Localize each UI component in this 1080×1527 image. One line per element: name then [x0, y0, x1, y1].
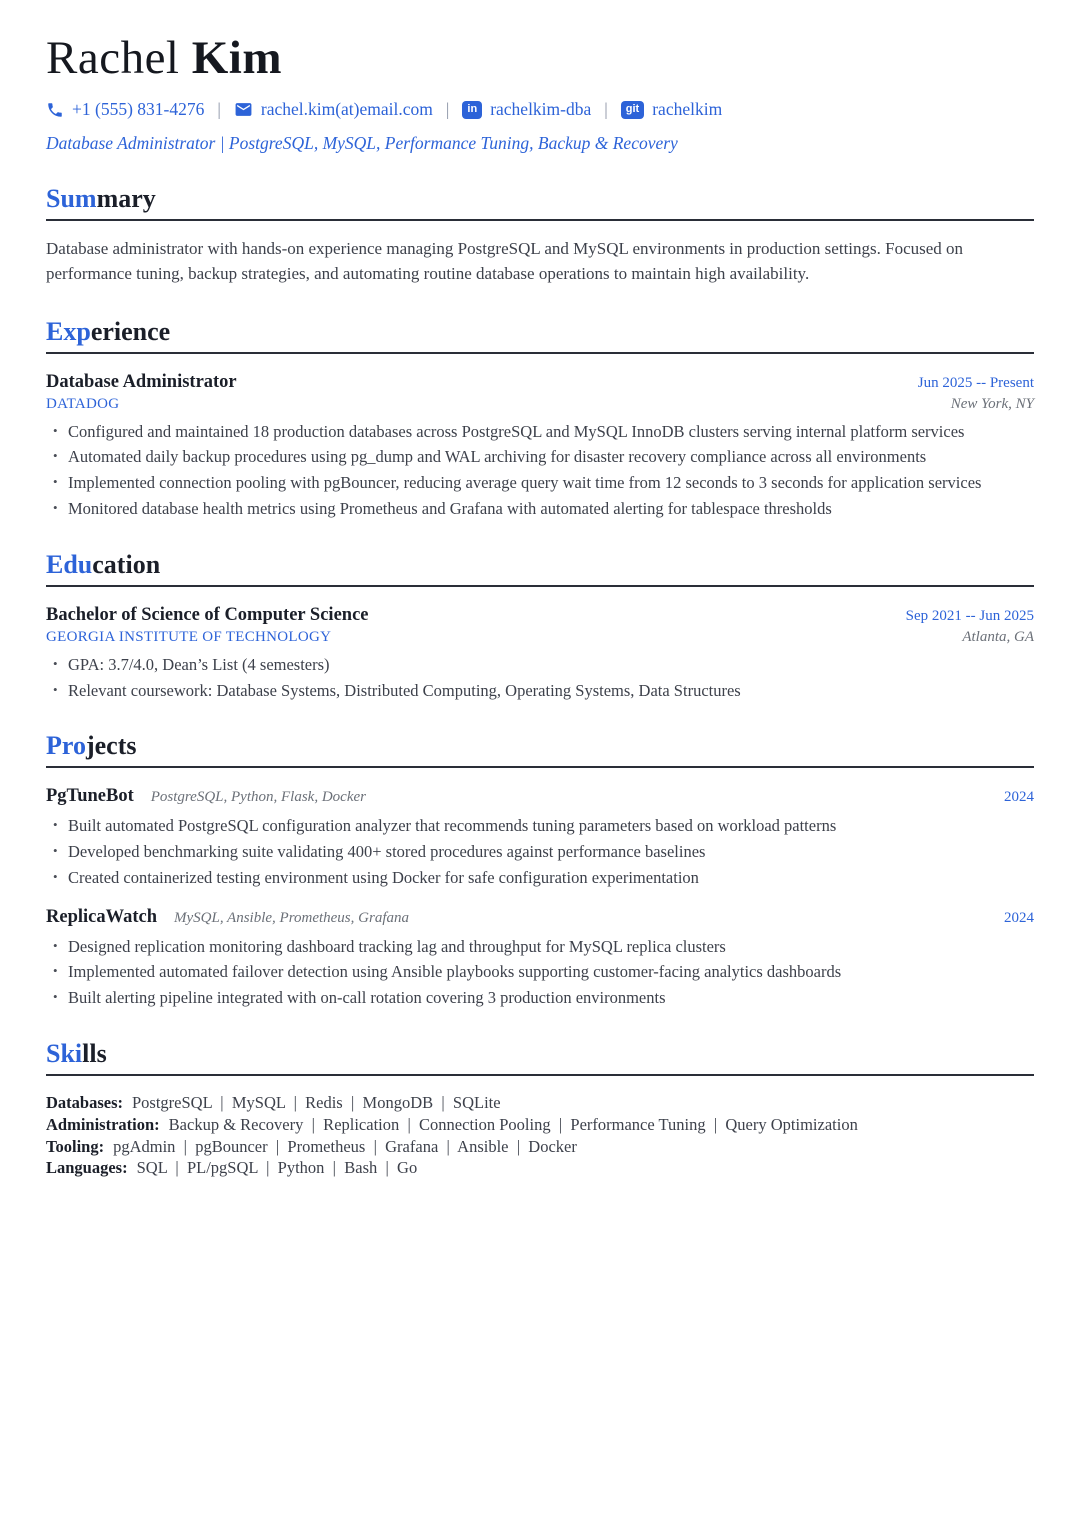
section-heading-projects: [46, 731, 1034, 768]
education-dates: Sep 2021 -- Jun 2025: [905, 607, 1034, 624]
heading-rest-text: mary: [96, 184, 156, 214]
section-heading-experience: [46, 317, 1034, 354]
bullet-item: • Configured and maintained 18 production databases across PostgreSQL and MySQL InnoDB clusters serving internal platform services: [68, 422, 1034, 443]
skill-items: Backup & Recovery | Replication | Connection Pooling | Performance Tuning | Query Optimization: [168, 1114, 858, 1134]
job-title: Database Administrator: [46, 371, 237, 392]
github-icon: git: [621, 101, 644, 119]
bullet-item: • Built alerting pipeline integrated with on-call rotation covering 3 production environments: [68, 988, 1034, 1009]
education-entry: [46, 605, 1034, 702]
skill-category-label: Databases:: [46, 1093, 123, 1112]
skill-line-tooling: [46, 1136, 1034, 1158]
heading-accent-text: Exp: [46, 316, 91, 346]
job-bullet-list: [46, 422, 1034, 520]
experience-entry: [46, 372, 1034, 520]
heading-rest-text: jects: [85, 731, 137, 761]
project-date: 2024: [1004, 909, 1034, 926]
tagline: Database Administrator | PostgreSQL, MySQL, Performance Tuning, Backup & Recovery: [46, 133, 678, 154]
skill-category-label: Tooling:: [46, 1136, 105, 1156]
project-date: 2024: [1004, 789, 1034, 806]
email-link[interactable]: [234, 99, 433, 120]
phone-icon: [46, 101, 64, 119]
linkedin-icon: in: [462, 101, 482, 119]
bullet-item: • Developed benchmarking suite validating 400+ stored procedures against performance baselines: [68, 842, 1034, 863]
project-name: PgTuneBot: [46, 786, 134, 807]
skills-block: [46, 1092, 1034, 1179]
bullet-item: • Designed replication monitoring dashboard tracking lag and throughput for MySQL replica clusters: [68, 937, 1034, 958]
email-address: rachel.kim(at)email.com: [260, 99, 433, 120]
skill-line-administration: [46, 1114, 1034, 1136]
phone-link[interactable]: [46, 99, 204, 120]
school-name: GEORGIA INSTITUTE OF TECHNOLOGY: [46, 628, 332, 645]
summary-text: Database administrator with hands-on experience managing PostgreSQL and MySQL environments in production settings. Focused on performance tuning, backup strategies, and automating routine database operations to maintain high availability.: [46, 239, 964, 283]
email-icon: [234, 100, 253, 119]
bullet-item: • Automated daily backup procedures using pg_dump and WAL archiving for disaster recovery compliance across all environments: [68, 447, 1034, 468]
bullet-item: • Relevant coursework: Database Systems, Distributed Computing, Operating Systems, Data Structures: [68, 681, 1034, 702]
project-name: ReplicaWatch: [46, 906, 157, 927]
project-stack: MySQL, Ansible, Prometheus, Grafana: [174, 909, 409, 926]
skill-line-databases: [46, 1092, 1034, 1114]
linkedin-link[interactable]: [462, 99, 591, 120]
heading-accent-text: Sum: [46, 184, 97, 214]
bullet-item: • Monitored database health metrics using Prometheus and Grafana with automated alerting for tablespace thresholds: [68, 499, 1034, 520]
heading-rest-text: cation: [92, 549, 161, 579]
person-name: [46, 34, 1034, 83]
project-entry: [46, 786, 1034, 888]
github-link[interactable]: [621, 99, 722, 120]
linkedin-handle: rachelkim-dba: [490, 99, 592, 120]
skill-items: PostgreSQL | MySQL | Redis | MongoDB | SQLite: [132, 1093, 501, 1112]
project-entry: [46, 907, 1034, 1009]
github-handle: rachelkim: [652, 99, 723, 120]
person-last-name: Kim: [191, 32, 283, 84]
contact-separator: |: [217, 99, 221, 120]
heading-accent-text: Pro: [46, 731, 86, 761]
heading-accent-text: Edu: [46, 549, 93, 579]
skill-line-languages: [46, 1157, 1034, 1179]
contact-separator: |: [604, 99, 608, 120]
heading-rest-text: erience: [90, 316, 171, 346]
skill-items: pgAdmin | pgBouncer | Prometheus | Grafana | Ansible | Docker: [113, 1136, 577, 1156]
section-heading-summary: [46, 184, 1034, 221]
person-first-name: Rachel: [46, 32, 180, 84]
bullet-item: • Created containerized testing environment using Docker for safe configuration experimentation: [68, 868, 1034, 889]
job-dates: Jun 2025 -- Present: [917, 374, 1034, 391]
skill-items: SQL | PL/pgSQL | Python | Bash | Go: [136, 1158, 418, 1178]
bullet-item: • GPA: 3.7/4.0, Dean’s List (4 semesters): [68, 655, 1034, 676]
project-bullet-list: [46, 937, 1034, 1009]
job-location: New York, NY: [950, 395, 1034, 412]
skill-category-label: Administration:: [46, 1114, 160, 1134]
degree-name: Bachelor of Science of Computer Science: [46, 604, 369, 625]
skill-category-label: Languages:: [46, 1158, 128, 1178]
contact-row: [46, 99, 1034, 120]
bullet-item: • Built automated PostgreSQL configuration analyzer that recommends tuning parameters based on workload patterns: [68, 816, 1034, 837]
education-location: Atlanta, GA: [962, 628, 1034, 645]
bullet-item: • Implemented automated failover detection using Ansible playbooks supporting customer-facing analytics dashboards: [68, 962, 1034, 983]
section-heading-education: [46, 550, 1034, 587]
bullet-item: • Implemented connection pooling with pgBouncer, reducing average query wait time from 12 seconds to 3 seconds for application services: [68, 473, 1034, 494]
section-heading-skills: [46, 1039, 1034, 1076]
heading-accent-text: Ski: [46, 1039, 83, 1068]
company-name: DATADOG: [46, 395, 120, 412]
contact-separator: |: [445, 99, 450, 120]
heading-rest-text: lls: [82, 1039, 107, 1068]
education-bullet-list: [46, 655, 1034, 702]
project-stack: PostgreSQL, Python, Flask, Docker: [150, 789, 366, 806]
project-bullet-list: [46, 816, 1034, 888]
phone-number: +1 (555) 831-4276: [72, 99, 205, 120]
